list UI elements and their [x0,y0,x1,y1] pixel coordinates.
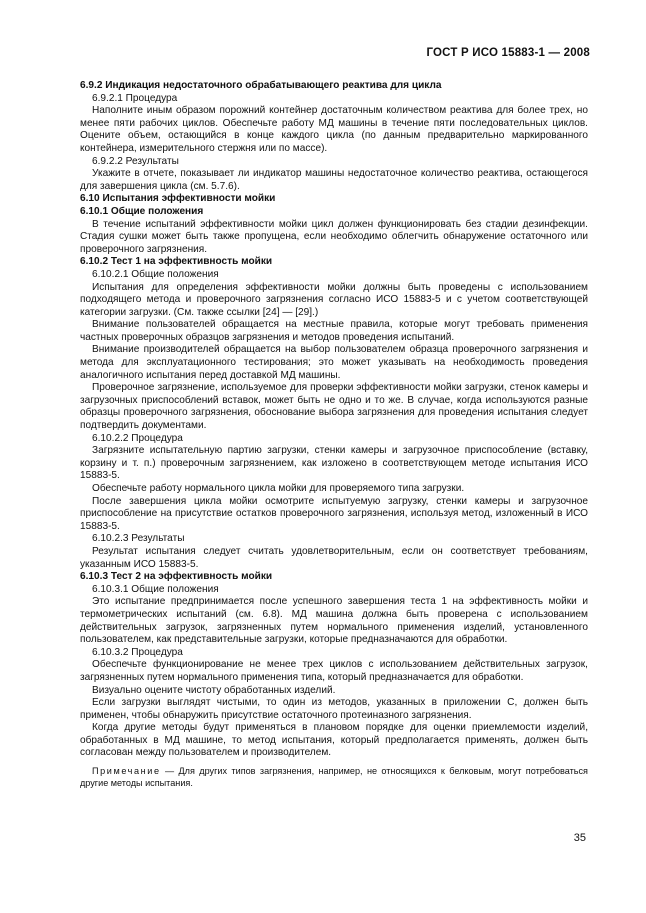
paragraph: 6.10.3.2 Процедура [92,646,183,658]
section-heading: 6.10.3 Тест 2 на эффективность мойки [80,571,273,583]
paragraph: После завершения цикла мойки осмотрите испытуемую загрузку, стенки камеры и загрузочное приспособление на присутствие остатков проверочного загрязнения, используя метод, изложенный в ИСО 15883-5. [80,495,588,532]
paragraph: Загрязните испытательную партию загрузки, стенки камеры и загрузочное приспособление (вставку, корзину и т. п.) проверочным загрязнением, как изложено в соответствующем методе испытания ИСО 15883-5. [80,445,588,482]
section-heading: 6.10 Испытания эффективности мойки [80,193,276,205]
paragraph: Обеспечьте функционирование не менее трех циклов с использованием действительных загрузок, загрязненных путем нормального применения типа, который предназначается для обработки. [80,659,588,683]
section-heading: 6.10.2 Тест 1 на эффективность мойки [80,256,273,268]
paragraph: Проверочное загрязнение, используемое для проверки эффективности мойки загрузки, стенок камеры и загрузочных приспособлений вставок, может быть не одно и то же. В случае, когда используются разные образцы проверочного загрязнения, обоснование выбора загрязнения для проведения испытания следует подтвердить документами. [80,382,588,432]
paragraph: 6.10.2.2 Процедура [92,432,183,444]
paragraph: Внимание пользователей обращается на местные правила, которые могут требовать применения частных проверочных образцов загрязнения и методов проведения испытаний. [80,319,588,343]
paragraph: Это испытание предпринимается после успешного завершения теста 1 на эффективность мойки и термометрических испытаний (см. 6.8). МД машина должна быть проверена с использованием действительных загрузок, загрязненных путем нормального применения изделий, установленного пользователем, как представительные загрузки, которые предназначаются для обработки. [80,596,588,646]
page-number: 35 [573,832,586,844]
paragraph: 6.10.3.1 Общие положения [92,583,219,595]
document-header: ГОСТ Р ИСО 15883-1 — 2008 [426,47,590,59]
paragraph: Укажите в отчете, показывает ли индикатор машины недостаточное количество реактива, остающегося для завершения цикла (см. 5.7.6). [80,168,588,192]
paragraph: Результат испытания следует считать удовлетворительным, если он соответствует требованиям, указанным ИСО 15883-5. [80,545,588,570]
paragraph: Испытания для определения эффективности мойки должны быть проведены с использованием подходящего метода и проверочного загрязнения согласно ИСО 15883-5 и с учетом соответствующей категории загрузки. (См. также ссылки [24] — [29].) [80,281,588,318]
document-body [80,80,588,789]
note-label: Примечание [92,766,161,777]
paragraph: Когда другие методы будут применяться в плановом порядке для оценки приемлемости изделий, обработанных в МД машине, то метод испытания, который предполагается применять, должен быть согласован между пользователем и производителем. [80,722,588,759]
paragraph: 6.9.2.1 Процедура [92,92,178,104]
paragraph: Внимание производителей обращается на выбор пользователем образца проверочного загрязнения и метода для эксплуатационного тестирования; это может указывать на необходимость проведения аналогичного испытания перед доставкой МД машины. [80,344,588,381]
note-text: — Для других типов загрязнения, например, не относящихся к белковым, могут потребоваться другие методы испытания. [80,766,588,788]
paragraph: Визуально оцените чистоту обработанных изделий. [92,684,336,696]
note [80,766,588,789]
paragraph: 6.9.2.2 Результаты [92,155,179,167]
paragraph: 6.10.2.3 Результаты [92,533,185,545]
paragraph: 6.10.2.1 Общие положения [92,268,219,280]
paragraph: В течение испытаний эффективности мойки цикл должен функционировать без стадии дезинфекции. Стадия сушки может быть также пропущена, если необходимо облегчить обнаружение остаточного или проверочного загрязнения. [80,218,588,255]
paragraph: Если загрузки выглядят чистыми, то один из методов, указанных в приложении С, должен быть применен, чтобы обнаружить присутствие остаточного протеиназного загрязнения. [80,697,588,721]
section-heading: 6.10.1 Общие положения [80,205,204,217]
section-heading: 6.9.2 Индикация недостаточного обрабатывающего реактива для цикла [80,80,442,91]
paragraph: Обеспечьте работу нормального цикла мойки для проверяемого типа загрузки. [92,483,465,494]
paragraph: Наполните иным образом порожний контейнер достаточным количеством реактива для более трех, но менее пяти рабочих циклов. Обеспечьте работу МД машины в течение пяти последовательных циклов. Оцените объем, остающийся в конце каждого цикла (по данным предварительно маркированного контейнера, измерительного стержня или по массе). [80,105,588,154]
